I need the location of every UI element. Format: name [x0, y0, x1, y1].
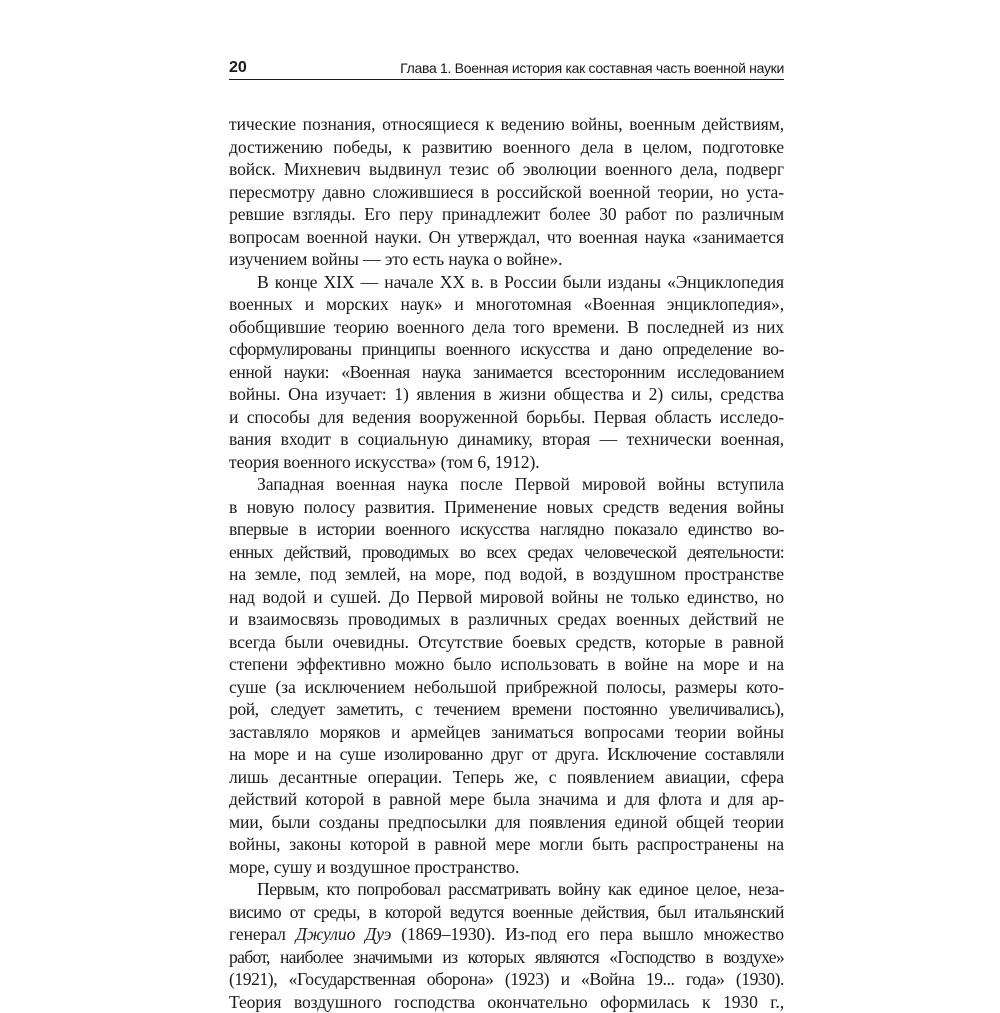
running-title: Глава 1. Военная история как составная часть военной науки: [400, 58, 784, 78]
text-line: войны, законы которой в равной мере могли быть распространены на: [229, 833, 784, 856]
text-line: заставляло моряков и армейцев заниматься вопросами теории войны: [229, 721, 784, 744]
text-line: сформулированы принципы военного искусства и дано определение во-: [229, 338, 784, 361]
text-line: войны. Она изучает: 1) явления в жизни общества и 2) силы, средства: [229, 383, 784, 406]
text-line: вопросам военной науки. Он утверждал, что военная наука «занимается: [229, 226, 784, 249]
text-line: В конце XIX — начале XX в. в России были изданы «Энциклопедия: [229, 271, 784, 294]
text-line: обобщившие теорию военного дела того времени. В последней из них: [229, 316, 784, 339]
text-line: пересмотру давно сложившиеся в российской военной теории, но уста-: [229, 181, 784, 204]
text-line: степени эффективно можно было использовать в войне на море и на: [229, 653, 784, 676]
text-line: работ, наиболее значимыми из которых являются «Господство в воздухе»: [229, 946, 784, 969]
text-line: теория военного искусства» (том 6, 1912).: [229, 451, 784, 474]
text-line: на земле, под землей, на море, под водой, в воздушном пространстве: [229, 563, 784, 586]
text-line: лишь десантные операции. Теперь же, с появлением авиации, сфера: [229, 766, 784, 789]
text-line: войск. Михневич выдвинул тезис об эволюции военного дела, подверг: [229, 158, 784, 181]
text-line: изучением войны — это есть наука о войне».: [229, 248, 784, 271]
text-line: достижению победы, к развитию военного дела в целом, подготовке: [229, 136, 784, 159]
text-line: действий которой в равной мере была значима и для флота и для ар-: [229, 788, 784, 811]
text-line: ревшие взгляды. Его перу принадлежит более 30 работ по различным: [229, 203, 784, 226]
text-line: Теория воздушного господства окончательно оформилась к 1930 г.,: [229, 991, 784, 1013]
text-line: военных и морских наук» и многотомная «Военная энциклопедия»,: [229, 293, 784, 316]
text-line: и взаимосвязь проводимых в различных средах военных действий не: [229, 608, 784, 631]
text-run: генерал: [229, 924, 286, 944]
text-run: (1869–1930). Из-под его пера вышло множество: [401, 924, 784, 944]
text-line: мии, были созданы предпосылки для появления единой общей теории: [229, 811, 784, 834]
text-line: висимо от среды, в которой ведутся военные действия, был итальянский: [229, 901, 784, 924]
text-line: на море и на суше изолированно друг от друга. Исключение составляли: [229, 743, 784, 766]
text-line: (1921), «Государственная оборона» (1923) и «Война 19... года» (1930).: [229, 968, 784, 991]
author-name: Джулио Дуэ: [296, 924, 392, 944]
text-line: тические познания, относящиеся к ведению войны, военным действиям,: [229, 113, 784, 136]
page-number: 20: [229, 58, 247, 78]
text-line: море, сушу и воздушное пространство.: [229, 856, 784, 879]
text-line: и способы для ведения вооруженной борьбы. Первая область исследо-: [229, 406, 784, 429]
running-header: [229, 58, 784, 78]
text-line: енных действий, проводимых во всех средах человеческой деятельности:: [229, 541, 784, 564]
text-line: енной науки: «Военная наука занимается всесторонним исследованием: [229, 361, 784, 384]
text-body: [229, 113, 784, 1013]
text-line: в новую полосу развития. Применение новых средств ведения войны: [229, 496, 784, 519]
text-line: впервые в истории военного искусства наглядно показало единство во-: [229, 518, 784, 541]
text-line: рой, следует заметить, с течением времени постоянно увеличивались),: [229, 698, 784, 721]
text-line: всегда были очевидны. Отсутствие боевых средств, которые в равной: [229, 631, 784, 654]
text-line: над водой и сушей. До Первой мировой войны не только единство, но: [229, 586, 784, 609]
text-line: Западная военная наука после Первой мировой войны вступила: [229, 473, 784, 496]
text-line: суше (за исключением небольшой прибрежной полосы, размеры кото-: [229, 676, 784, 699]
text-line: Первым, кто попробовал рассматривать войну как единое целое, неза-: [229, 878, 784, 901]
text-line: [229, 923, 784, 946]
header-rule: [229, 79, 784, 80]
text-line: вания входит в социальную динамику, вторая — технически военная,: [229, 428, 784, 451]
